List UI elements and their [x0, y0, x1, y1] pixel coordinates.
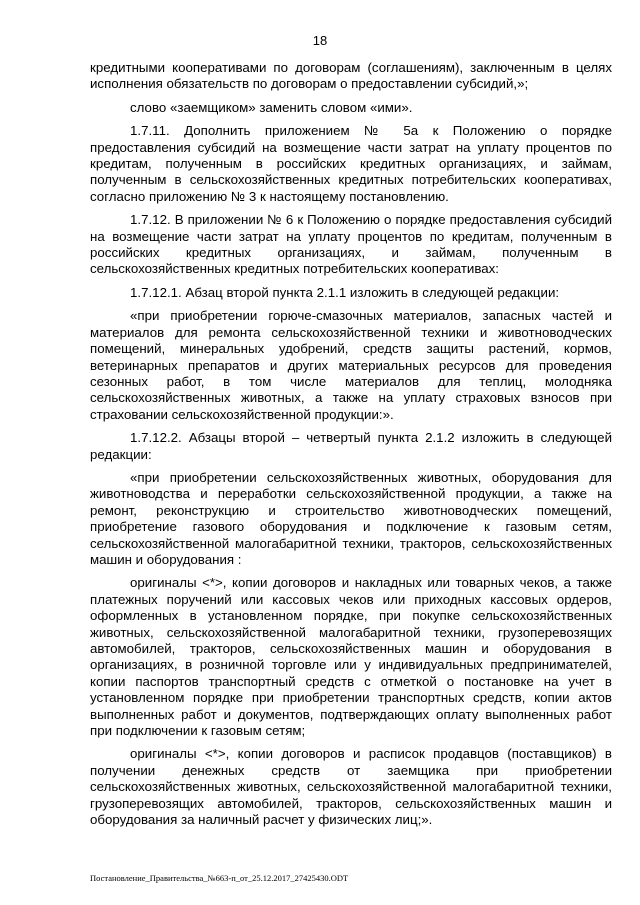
- paragraph-originals-1: оригиналы <*>, копии договоров и накладных или товарных чеков, а также платежных поручений или кассовых чеков или приходных кассовых ордеров, оформленных в установленном порядке, при покупке сельскохозяйственных животных, сельскохозяйственной малогабаритной техники, грузоперевозящих автомобилей, тракторов, сельскохозяйственных машин и оборудования в организациях, в розничной торговле или у индивидуальных предпринимателей, копии паспортов транспортный средств с отметкой о постановке на учет в установленном порядке при приобретении транспортных средств, копии актов выполненных работ и документов, подтверждающих оплату выполненных работ при подключении к газовым сетям;: [90, 575, 612, 739]
- paragraph-quote-animals: «при приобретении сельскохозяйственных животных, оборудования для животноводства и переработки сельскохозяйственной продукции, а также на ремонт, реконструкцию и строительство животноводческих помещений, приобретение газового оборудования и подключение к газовым сетям, сельскохозяйственной малогабаритной техники, тракторов, сельскохозяйственных машин и оборудования :: [90, 469, 612, 567]
- document-footer: Постановление_Правительства_№663-п_от_25.12.2017_27425430.ODT: [90, 873, 349, 883]
- paragraph-continuation: кредитными кооперативами по договорам (соглашениям), заключенным в целях исполнения обязательств по договорам о предоставлении субсидий,»;: [90, 60, 612, 92]
- paragraph-1-7-12-1: 1.7.12.1. Абзац второй пункта 2.1.1 изложить в следующей редакции:: [130, 284, 560, 300]
- paragraph-quote-fuel: «при приобретении горюче-смазочных материалов, запасных частей и материалов для ремонта сельскохозяйственной техники и животноводческих помещений, минеральных удобрений, средств защиты растений, кормов, ветеринарных препаратов и других материальных ресурсов для проведения сезонных работ, в том числе материалов для теплиц, молодняка сельскохозяйственных животных, а также на уплату страховых взносов при страховании сельскохозяйственной продукции:».: [90, 308, 612, 422]
- paragraph-originals-2: оригиналы <*>, копии договоров и расписок продавцов (поставщиков) в получении денежных средств от заемщика при приобретении сельскохозяйственных животных, сельскохозяйственной малогабаритной техники, грузоперевозящих автомобилей, тракторов, сельскохозяйственных машин и оборудования за наличный расчет у физических лиц;».: [90, 746, 612, 828]
- document-body: [90, 60, 612, 835]
- paragraph-1-7-12: 1.7.12. В приложении № 6 к Положению о порядке предоставления субсидий на возмещение части затрат на уплату процентов по кредитам, полученным в российских кредитных организациях, и займам, полученным в сельскохозяйственных кредитных потребительских кооперативах:: [90, 212, 612, 277]
- paragraph-1-7-12-2: 1.7.12.2. Абзацы второй – четвертый пункта 2.1.2 изложить в следующей редакции:: [90, 430, 612, 462]
- page-number: 18: [312, 33, 328, 48]
- paragraph-1-7-11: 1.7.11. Дополнить приложением № 5а к Положению о порядке предоставления субсидий на возмещение части затрат на уплату процентов по кредитам, полученным в российских кредитных организациях, и займам, полученным в сельскохозяйственных кредитных потребительских кооперативах, согласно приложению № 3 к настоящему постановлению.: [90, 123, 612, 204]
- paragraph: слово «заемщиком» заменить словом «ими».: [130, 99, 413, 115]
